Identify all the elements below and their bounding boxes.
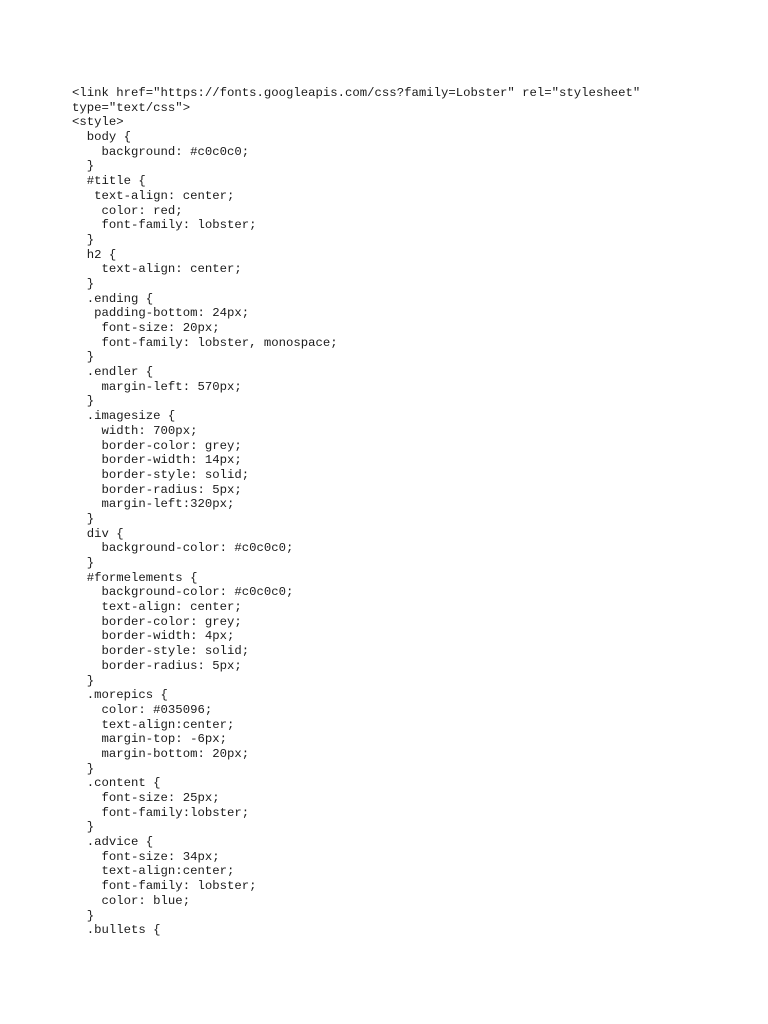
code-line-41: } (72, 673, 95, 688)
code-line-39: border-style: solid; (72, 644, 250, 659)
code-line-55: font-family: lobster; (72, 879, 257, 894)
code-line-53: font-size: 34px; (72, 849, 220, 864)
code-line-58: .bullets { (72, 923, 161, 938)
code-line-45: margin-top: -6px; (72, 732, 227, 747)
code-line-42: .morepics { (72, 688, 168, 703)
code-line-12: h2 { (72, 247, 117, 262)
code-line-43: color: #035096; (72, 702, 213, 717)
code-line-37: border-color: grey; (72, 614, 242, 629)
code-line-13: text-align: center; (72, 262, 242, 277)
code-line-17: font-size: 20px; (72, 321, 220, 335)
code-line-1: <link href="https://fonts.googleapis.com/css?family=Lobster" rel="stylesheet" (72, 86, 641, 100)
code-line-3: <style> (72, 115, 124, 130)
code-line-5: background: #c0c0c0; (72, 144, 250, 159)
code-line-15: .ending { (72, 291, 154, 306)
code-line-40: border-radius: 5px; (72, 658, 242, 673)
code-line-25: border-color: grey; (72, 438, 242, 453)
code-document (72, 86, 712, 938)
code-line-48: .content { (72, 776, 161, 791)
code-line-38: border-width: 4px; (72, 629, 235, 644)
code-line-47: } (72, 761, 95, 776)
code-line-18: font-family: lobster, monospace; (72, 335, 338, 350)
code-line-10: font-family: lobster; (72, 218, 257, 233)
code-line-27: border-style: solid; (72, 467, 250, 482)
code-line-56: color: blue; (72, 893, 191, 908)
code-line-28: border-radius: 5px; (72, 482, 242, 497)
code-line-6: } (72, 159, 95, 174)
code-line-35: background-color: #c0c0c0; (72, 585, 294, 600)
code-line-52: .advice { (72, 835, 154, 850)
code-line-2: type="text/css"> (72, 100, 191, 115)
code-line-7: #title { (72, 174, 146, 189)
code-line-26: border-width: 14px; (72, 453, 242, 468)
code-line-33: } (72, 556, 95, 570)
code-line-9: color: red; (72, 203, 183, 218)
code-line-19: } (72, 350, 95, 365)
code-line-34: #formelements { (72, 570, 198, 585)
code-line-54: text-align:center; (72, 864, 235, 879)
code-line-30: } (72, 511, 95, 526)
code-line-57: } (72, 908, 95, 923)
code-line-16: padding-bottom: 24px; (72, 306, 250, 321)
code-line-31: div { (72, 526, 124, 541)
code-line-8: text-align: center; (72, 188, 235, 203)
code-line-46: margin-bottom: 20px; (72, 746, 250, 761)
code-line-32: background-color: #c0c0c0; (72, 541, 294, 556)
code-line-22: } (72, 394, 95, 409)
code-line-44: text-align:center; (72, 717, 235, 732)
code-line-49: font-size: 25px; (72, 791, 220, 805)
code-line-29: margin-left:320px; (72, 497, 235, 512)
code-line-51: } (72, 820, 95, 835)
code-line-4: body { (72, 130, 132, 145)
code-line-23: .imagesize { (72, 409, 176, 424)
code-line-11: } (72, 232, 95, 247)
code-line-21: margin-left: 570px; (72, 379, 242, 394)
code-line-14: } (72, 276, 95, 291)
code-line-20: .endler { (72, 365, 154, 380)
code-line-24: width: 700px; (72, 423, 198, 438)
code-line-50: font-family:lobster; (72, 805, 250, 820)
code-line-36: text-align: center; (72, 600, 242, 615)
